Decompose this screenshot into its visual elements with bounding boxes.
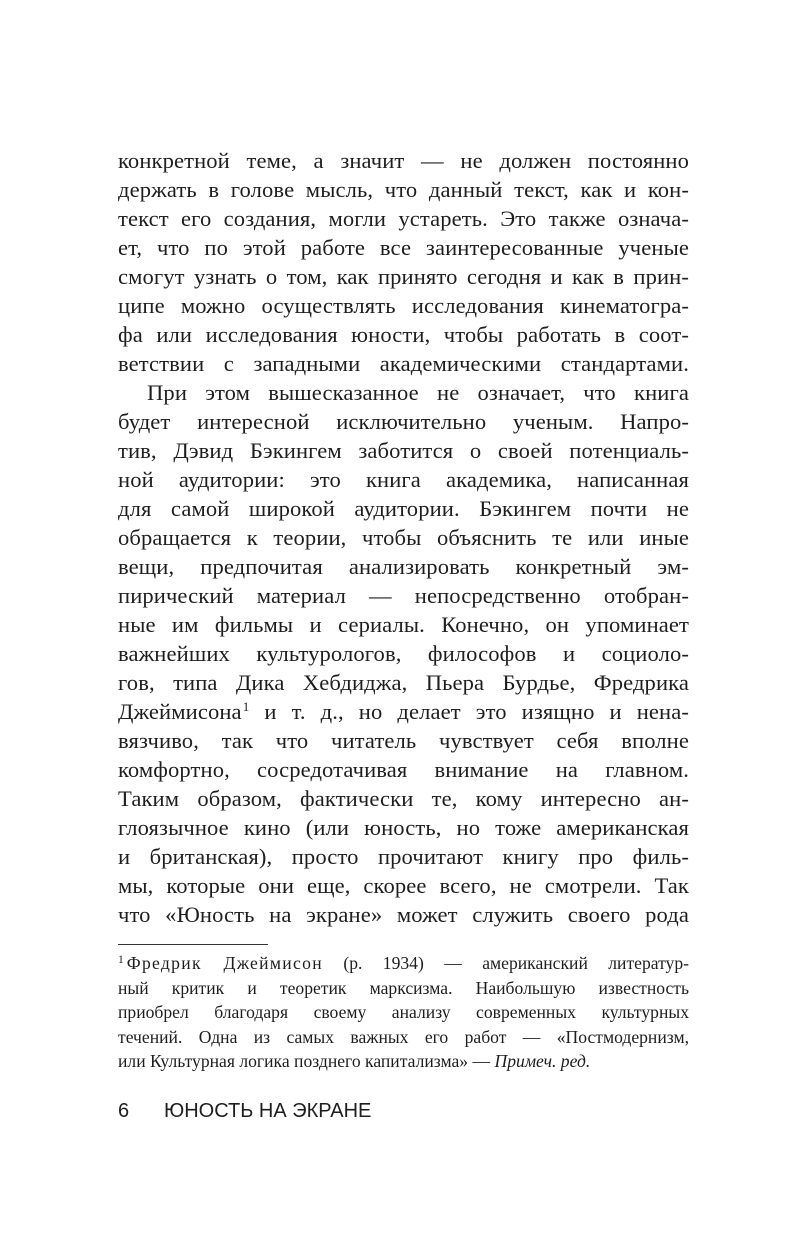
footnote-text: (р. 1934) — американский литератур- [343,953,689,973]
body-line: ципе можно осуществлять исследования кинематогра- [118,293,689,318]
footnote-reference[interactable]: 1 [242,699,250,714]
body-line: держать в голове мысль, что данный текст, как и кон- [118,177,689,202]
body-line-part: и т. д., но делает это изящно и нена- [264,699,690,724]
body-line: будет интересной исключительно ученым. Напро- [118,409,689,434]
body-line: важнейших культурологов, философов и социоло- [118,641,689,666]
body-line: и британская), просто прочитают книгу про филь- [118,844,689,869]
body-line: гов, типа Дика Хебдиджа, Пьера Бурдье, Фредрика [118,670,689,695]
footnote-line: ный критик и теоретик марксизма. Наибольшую известность [118,977,689,998]
body-line-part: Джеймисона [118,699,242,724]
footnote-line: течений. Одна из самых важных его работ — «Постмодернизм, [118,1026,689,1047]
body-line: ветствии с западными академическими стандартами. [118,351,689,376]
footnote-line [118,951,689,976]
body-line: смогут узнать о том, как принято сегодня и как в прин- [118,264,689,289]
body-line: При этом вышесказанное не означает, что книга [147,380,689,405]
body-line: ные им фильмы и сериалы. Конечно, он упоминает [118,612,689,637]
footnote-number: 1 [118,954,124,966]
footnote-line [118,1049,689,1074]
body-line: комфортно, сосредотачивая внимание на главном. [118,757,689,782]
page-number: 6 [118,1100,130,1122]
body-line: тив, Дэвид Бэкингем заботится о своей потенциаль- [118,438,689,463]
footnote-person-name: Фредрик Джеймисон [126,953,323,973]
body-line: пирический материал — непосредственно отобран- [118,583,689,608]
body-line: мы, которые они еще, скорее всего, не смотрели. Так [118,873,689,898]
footnote-text: или Культурная логика позднего капитализма» — [118,1051,491,1071]
body-line: Таким образом, фактически те, кому интересно ан- [118,786,689,811]
body-line: обращается к теории, чтобы объяснить те или иные [118,525,689,550]
editor-note: Примеч. ред. [494,1051,591,1071]
body-line: вещи, предпочитая анализировать конкретный эм- [118,554,689,579]
body-line: конкретной теме, а значит — не должен постоянно [118,148,689,173]
body-line: ной аудитории: это книга академика, написанная [118,467,689,492]
body-line: глоязычное кино (или юность, но тоже американская [118,815,689,840]
footnote-divider [118,944,268,945]
body-line-with-footnote [118,697,689,726]
body-line: ет, что по этой работе все заинтересованные ученые [118,235,689,260]
page-footer [118,1098,371,1124]
body-line: фа или исследования юности, чтобы работать в соот- [118,322,689,347]
body-line: что «Юность на экране» может служить своего рода [118,902,689,927]
body-line: для самой широкой аудитории. Бэкингем почти не [118,496,689,521]
running-title: ЮНОСТЬ НА ЭКРАНЕ [164,1100,372,1122]
footnote-line: приобрел благодаря своему анализу современных культурных [118,1002,689,1022]
body-line: текст его создания, могли устареть. Это также означа- [118,206,689,231]
body-line: вязчиво, так что читатель чувствует себя вполне [118,728,689,753]
